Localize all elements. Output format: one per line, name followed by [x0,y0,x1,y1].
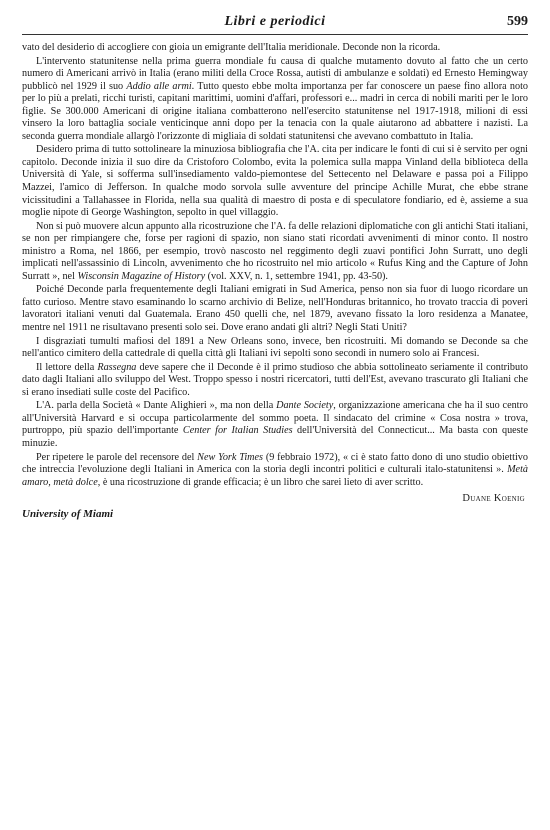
running-title: Libri e periodici [224,14,326,29]
text-run: vato del desiderio di accogliere con gioia un emigrante dell'Italia meridionale. Deconde non la ricorda. [22,42,441,53]
italic-title: Dante Society [276,400,334,412]
text-run: Desidero prima di tutto sottolineare la minuziosa bibliografia che l'A. cita per indicare le fonti di cui si è servito per ogni capitolo. Deconde inizia il suo dire da Cristoforo Colombo, evita la polemica sulla mappa Vinland della biblioteca della Università di Yale, si sofferma sull'insediamento valdo-piemontese del Settecento nel Delaware e passa poi a Filippo Mazzei, l'amico di Jefferson. In qualche modo sorvola sulle avventure del principe Achille Murat, che ebbe strane vicissitudini a Tallahassee in Florida, nella sua qualità di maestro di posta e di speculatore fondiario, ed è, assieme a sua moglie nipote di George Washington, sepolto in quel villaggio. [22,144,528,219]
page-header [22,8,528,36]
text-run: dell'Università del Connecticut... Ma basta con queste minuzie. [22,425,528,449]
review-paragraph [22,221,528,284]
italic-title: Metà amaro, metà dolce [22,464,528,488]
review-paragraph [22,56,528,144]
text-run: L'A. parla della Società « Dante Alighieri », ma non della [36,400,277,412]
text-run: Il lettore della [36,361,98,373]
review-paragraph [22,42,528,55]
text-run: , è una ricostruzione di grande efficacia; è un libro che sarei lieto di aver scritto. [97,476,424,488]
review-paragraph [22,362,528,400]
review-paragraph [22,284,528,334]
text-run: Per ripetere le parole del recensore del [36,451,198,463]
text-run: , organizzazione americana che ha il suo centro all'Università Harvard e si occupa particolarmente del sommo poeta. Il sindacato del crimine « Cosa nostra » trova, purtroppo, più spazio dell'importante [22,400,528,437]
italic-title: New York Times [197,451,263,463]
italic-title: Addio alle armi [126,80,192,92]
text-run: L'intervento statunitense nella prima guerra mondiale fu causa di qualche mutamento dovuto al fatto che un certo numero di Americani arrivò in Italia (erano militi della Croce Rossa, autisti di ambulanze e soldati) ed Ernesto Hemingway pubblicò nel 1929 il suo [22,55,528,92]
text-run: deve sapere che il Deconde è il primo studioso che abbia sottolineato seriamente il contributo dato dagli Italiani allo sviluppo del West. Troppo spesso i nostri ricercatori, tutti dell'Est, avevano trascurato gli Italiani che si erano insediati sulle coste del Pacifico. [22,361,528,398]
page-number: 599 [507,14,528,29]
italic-title: Rassegna [97,361,137,373]
text-run: Non si può muovere alcun appunto alla ricostruzione che l'A. fa delle relazioni diplomatiche con gli antichi Stati italiani, se non per rimpiangere che, forse per ragioni di spazio, non siano stati ricordati avvenimenti di minor conto. Il nostro ministro a Roma, nel 1866, per esempio, trovò nascosto nel reggimento degli zuavi pontifici John Surratt, uno degli implicati nell'assassinio di Lincoln, avvenimento che ho ricostruito nel mio articolo « Rufus King and the Capture of John Surratt », nel [22,220,528,282]
italic-title: Center for Italian Studies [182,425,293,437]
review-paragraph [22,144,528,219]
italic-title: Wisconsin Magazine of History [77,270,206,282]
reviewer-affiliation: University of Miami [22,507,114,520]
paragraph-list [22,42,528,489]
review-paragraph [22,400,528,450]
reviewer-signature: Duane Koenig [462,493,525,505]
review-paragraph [22,452,528,490]
review-body [22,42,528,520]
text-run: Poiché Deconde parla frequentemente degli Italiani emigrati in Sud America, penso non sia fuor di luogo ricordare un fatto curioso. Mentre stavo esaminando lo scarno archivio di Belize, nell'Honduras britannico, ho trovato traccia di poveri lavoratori italiani venuti dal Guatemala. Erano 450 quelli che, nel 1879, avevano fissato la loro residenza a Manatee, mentre nel 1911 ne risultavano presenti solo sei. Dove erano andati gli altri? Negli Stati Uniti? [22,284,528,334]
text-run: (9 febbraio 1972), « ci è stato fatto dono di uno studio obiettivo che intreccia l'evoluzione degli Italiani in America con la storia degli incontri politici e culturali italo-statunitensi ». [22,451,528,476]
review-paragraph [22,336,528,361]
text-run: I disgraziati tumulti mafiosi del 1891 a New Orleans sono, invece, ben ricostruiti. Mi domando se Deconde sa che nell'antico cimitero della cattedrale di quella città gli Italiani ivi sepolti sono secondi in numero solo ai Francesi. [22,335,528,360]
header-rule [22,34,528,35]
text-run: (vol. XXV, n. 1, settembre 1941, pp. 43-50). [205,270,388,282]
text-run: . Tutto questo ebbe molta importanza per far conoscere un paese fino allora noto per lo più a prelati, ricchi turisti, capitani marittimi, uomini d'affari, professori e... madri in cerca di nobili mariti per le loro figlie. Se 300.000 Americani di origine italiana combatterono nell'esercito statunitense nel 1917-1918, milioni di essi vinsero la loro battaglia sociale venticinque anni dopo per la tenacia con la quale aiutarono ad abbattere i nazisti. La seconda guerra mondiale allargò l'orizzonte di migliaia di soldati statunitensi che avevano combattuto in Italia. [22,80,528,142]
